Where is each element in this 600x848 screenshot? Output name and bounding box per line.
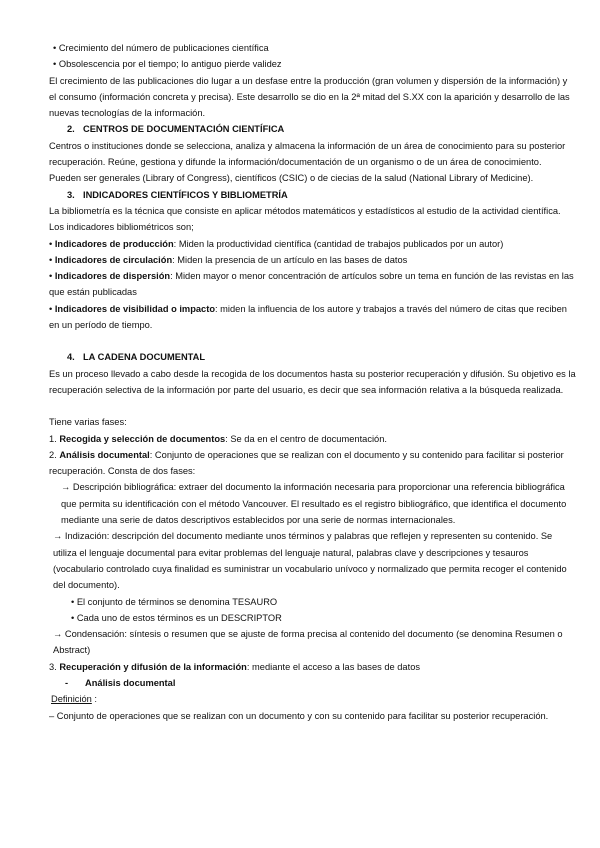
phase-1: 1. Recogida y selección de documentos: Se da en el centro de documentación. [49, 433, 387, 444]
definicion-text: – Conjunto de operaciones que se realizan con un documento y con su contenido para facilitar su posterior recuperación. [49, 710, 549, 721]
condensacion: → Condensación: síntesis o resumen que se ajuste de forma precisa al contenido del documento (se denomina Resumen o Abstract) [53, 629, 563, 656]
sub-bullet-tesauro: • El conjunto de términos se denomina TESAURO [71, 596, 278, 607]
section-3-paragraph: La bibliometría es la técnica que consiste en aplicar métodos matemáticos y estadísticos al estudio de la actividad científica. Los indicadores bibliométricos son; [49, 205, 561, 233]
phase-3: 3. Recuperación y difusión de la información: mediante el acceso a las bases de datos [49, 661, 421, 672]
indicator-item: • Indicadores de visibilidad o impacto: miden la influencia de los autore y trabajos a través del número de citas que reciben en un período de tiempo. [49, 303, 567, 331]
section-2-paragraph: Centros o instituciones donde se selecciona, analiza y almacena la información de un área de conocimiento para su posterior recuperación. Reúne, gestiona y difunde la información/documentación de un organismo o de un área de conocimiento. [49, 140, 566, 168]
bullet-obsolescencia: • Obsolescencia por el tiempo; lo antiguo pierde validez [53, 59, 282, 70]
indicator-item: • Indicadores de dispersión: Miden mayor o menor concentración de artículos sobre un tema en función de las revistas en las que están publicadas [49, 271, 574, 298]
section-2-heading: 2. CENTROS DE DOCUMENTACIÓN CIENTÍFICA [67, 124, 285, 135]
indicator-item: • Indicadores de circulación: Miden la presencia de un artículo en las bases de datos [49, 254, 408, 265]
paragraph-crecimiento: El crecimiento de las publicaciones dio lugar a un desfase entre la producción (gran volumen y dispersión de la información) y el consumo (información concreta y precisa). Este desarrollo se dio en la 2ª mitad del S.XX con la aparición y desarrollo de las nuevas tecnologías de la información. [49, 75, 570, 119]
phase-2: 2. Análisis documental: Conjunto de operaciones que se realizan con el documento y su contenido para facilitar si posterior recuperación. Consta de dos fases: [49, 449, 564, 477]
phases-intro: Tiene varias fases: [49, 417, 127, 428]
definicion-label: Definición : [51, 694, 97, 705]
descripcion-bibliografica: → Descripción bibliográfica: extraer del documento la información necesaria para proporcionar una referencia bibliográfica que permita su identificación con el método Vancouver. El resultado es el registro bibliográfico, que identifica el documento mediante una serie de datos descriptivos establecidos por una serie de normas internacionales. [61, 482, 567, 526]
indicator-item: • Indicadores de producción: Miden la productividad científica (cantidad de trabajos publicados por un autor) [49, 238, 504, 249]
section-4-heading: 4. LA CADENA DOCUMENTAL [67, 352, 206, 363]
section-2-paragraph-types: Pueden ser generales (Library of Congress), científicos (CSIC) o de ciecias de la salud (National Library of Medicine). [49, 173, 534, 184]
analisis-documental-subheading: - Análisis documental [65, 677, 176, 688]
bullet-crecimiento: • Crecimiento del número de publicaciones científica [53, 43, 269, 53]
section-4-paragraph: Es un proceso llevado a cabo desde la recogida de los documentos hasta su posterior recuperación y difusión. Su objetivo es la recuperación selectiva de la información por parte del usuario, es decir que sea información relativa a la búsqueda realizada. [49, 368, 576, 395]
section-3-heading: 3. INDICADORES CIENTÍFICOS Y BIBLIOMETRÍA [67, 189, 288, 200]
indizacion: → Indización: descripción del documento mediante unos términos y palabras que reflejen y representen su contenido. Se utiliza el lenguaje documental para evitar problemas del lenguaje natural, palabras clave y descripciones y tesauros (vocabulario controlado cuya finalidad es suministrar un vocabulario unívoco y normalizado que permita recoger el contenido del documento). [53, 531, 567, 591]
sub-bullet-descriptor: • Cada uno de estos términos es un DESCRIPTOR [71, 612, 282, 623]
